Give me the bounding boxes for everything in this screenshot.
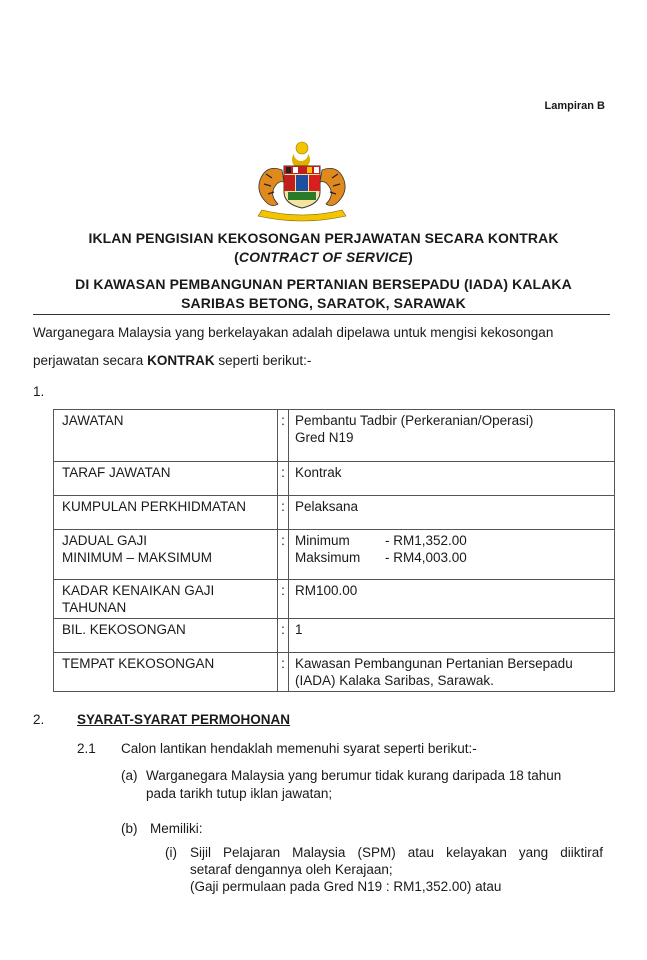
table-row: KADAR KENAIKAN GAJI TAHUNAN : RM100.00 <box>54 580 615 619</box>
clause-a-line-2: pada tarikh tutup iklan jawatan; <box>146 786 333 801</box>
table-row: JAWATAN : Pembantu Tadbir (Perkeranian/Operasi) Gred N19 <box>54 410 615 462</box>
title-line-1: IKLAN PENGISIAN KEKOSONGAN PERJAWATAN SECARA KONTRAK <box>88 230 559 246</box>
table-row: BIL. KEKOSONGAN : 1 <box>54 619 615 653</box>
clause-i-label: (i) <box>165 845 177 860</box>
table-row: KUMPULAN PERKHIDMATAN : Pelaksana <box>54 496 615 530</box>
position-details-table <box>53 409 615 692</box>
clause-i-line-1: Sijil Pelajaran Malaysia (SPM) atau kelayakan yang diiktiraf <box>190 845 603 860</box>
title-divider <box>33 314 610 315</box>
intro-line-1: Warganegara Malaysia yang berkelayakan adalah dipelawa untuk mengisi kekosongan <box>33 325 554 340</box>
clause-a-line-1: Warganegara Malaysia yang berumur tidak kurang daripada 18 tahun <box>146 768 562 783</box>
section-2-title: SYARAT-SYARAT PERMOHONAN <box>77 712 291 727</box>
clause-b-text: Memiliki: <box>150 821 203 836</box>
clause-2-1-number: 2.1 <box>77 741 96 756</box>
intro-line-2: perjawatan secara KONTRAK seperti berikut:- <box>33 353 312 368</box>
title-line-2: (CONTRACT OF SERVICE) <box>234 249 413 265</box>
title-line-4: SARIBAS BETONG, SARATOK, SARAWAK <box>181 295 466 311</box>
section-2-number: 2. <box>33 712 45 727</box>
clause-i-line-2: setaraf dengannya oleh Kerajaan; <box>190 862 393 877</box>
clause-i-line-3: (Gaji permulaan pada Gred N19 : RM1,352.00) atau <box>190 879 502 894</box>
title-line-3: DI KAWASAN PEMBANGUNAN PERTANIAN BERSEPADU (IADA) KALAKA <box>75 276 572 292</box>
clause-a-label: (a) <box>121 768 138 783</box>
clause-b-label: (b) <box>121 821 138 836</box>
title-contract-of-service: CONTRACT OF SERVICE <box>238 249 409 265</box>
section-1-number: 1. <box>33 384 45 399</box>
clause-2-1-text: Calon lantikan hendaklah memenuhi syarat seperti berikut:- <box>121 741 477 756</box>
table-row: TEMPAT KEKOSONGAN : Kawasan Pembangunan Pertanian Bersepadu (IADA) Kalaka Saribas, Sarawak. <box>54 653 615 692</box>
table-row: TARAF JAWATAN : Kontrak <box>54 462 615 496</box>
table-row: JADUAL GAJI MINIMUM – MAKSIMUM : Minimum - RM1,352.00 Maksimum - RM4,003.00 <box>54 530 615 580</box>
annex-label: Lampiran B <box>544 100 605 112</box>
malaysia-coat-of-arms-icon <box>248 140 356 222</box>
